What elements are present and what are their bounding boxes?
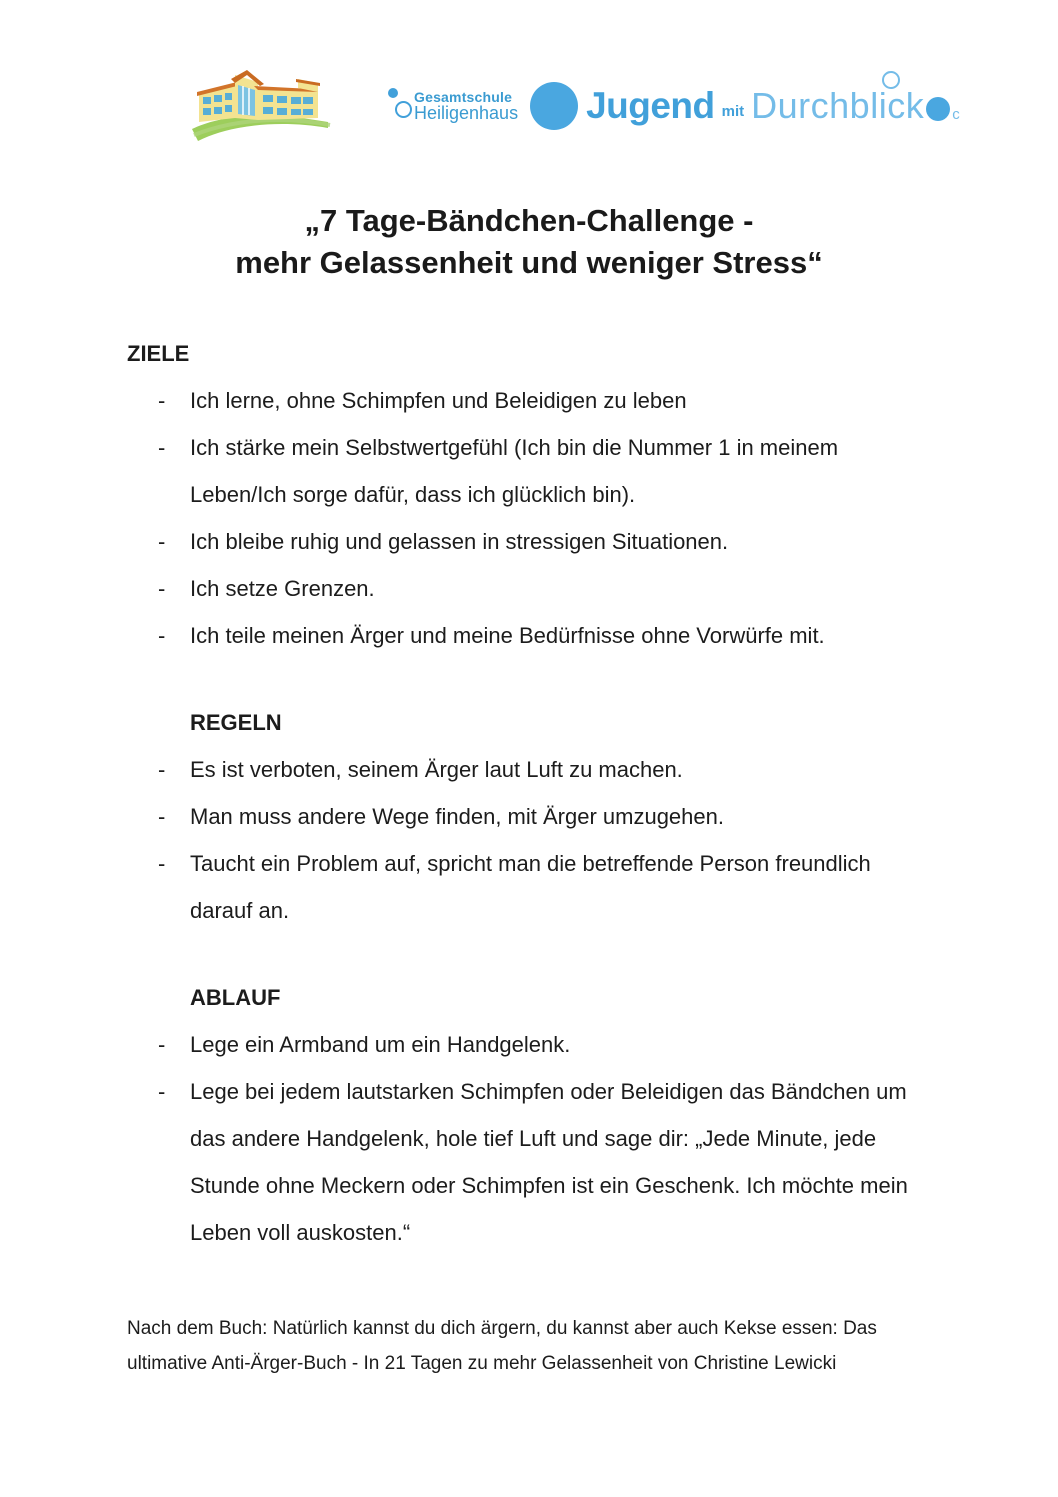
- list-item: [127, 612, 930, 659]
- bullet-dash: -: [158, 623, 166, 648]
- list-item: [127, 565, 930, 612]
- school-name: [414, 90, 518, 123]
- list-item-text: Ich setze Grenzen.: [190, 576, 375, 601]
- bullet-dash: -: [158, 851, 166, 876]
- page-title: [0, 200, 1058, 284]
- list-item-text: Man muss andere Wege finden, mit Ärger umzugehen.: [190, 804, 724, 829]
- page-title-line2: mehr Gelassenheit und weniger Stress“: [235, 245, 823, 280]
- logo-ring-icon: [395, 101, 412, 118]
- list-item: [127, 424, 930, 518]
- bullet-dash: -: [158, 435, 166, 460]
- list-item-text: Taucht ein Problem auf, spricht man die betreffende Person freundlich darauf an.: [190, 851, 871, 923]
- section-heading-ablauf: ABLAUF: [190, 985, 281, 1010]
- bullet-dash: -: [158, 757, 166, 782]
- list-item-text: Es ist verboten, seinem Ärger laut Luft zu machen.: [190, 757, 683, 782]
- list-item-text: Ich teile meinen Ärger und meine Bedürfnisse ohne Vorwürfe mit.: [190, 623, 825, 648]
- section-heading-regeln: REGELN: [190, 710, 282, 735]
- page-header: [0, 0, 1058, 148]
- bullet-dash: -: [158, 1079, 166, 1104]
- bullet-dash: -: [158, 388, 166, 413]
- list-item-text: Ich bleibe ruhig und gelassen in stressigen Situationen.: [190, 529, 729, 554]
- list-item: [127, 377, 930, 424]
- list-item-text: Ich stärke mein Selbstwertgefühl (Ich bin die Nummer 1 in meinem Leben/Ich sorge dafür, dass ich glücklich bin).: [190, 435, 839, 507]
- logo-word-mit: mit: [721, 102, 745, 120]
- list-item-text: Lege ein Armband um ein Handgelenk.: [190, 1032, 571, 1057]
- list-item-text: Lege bei jedem lautstarken Schimpfen oder Beleidigen das Bändchen um das andere Handgelenk, hole tief Luft und sage dir: „Jede Minute, jede Stunde ohne Meckern oder Schimpfen ist ein Geschenk. Ich möchte mein Leben voll auskosten.“: [190, 1079, 908, 1245]
- school-name-line2: Heiligenhaus: [414, 102, 519, 123]
- bullet-dash: -: [158, 529, 166, 554]
- list-item: [127, 1068, 930, 1256]
- document-body: [127, 330, 930, 1256]
- bullet-dash: -: [158, 804, 166, 829]
- list-item: [127, 1021, 930, 1068]
- logo-suffix-c: c: [952, 105, 960, 123]
- bullet-dash: -: [158, 1032, 166, 1057]
- logo-dot-icon: [388, 88, 398, 98]
- list-item: [127, 518, 930, 565]
- list-item: [127, 840, 930, 934]
- list-item-text: Ich lerne, ohne Schimpfen und Beleidigen zu leben: [190, 388, 687, 413]
- bullet-dash: -: [158, 576, 166, 601]
- logo-big-circle-icon: [530, 82, 578, 130]
- school-name-line1: Gesamtschule: [414, 88, 513, 105]
- section-heading-ziele: ZIELE: [127, 341, 190, 366]
- page-title-line1: „7 Tage-Bändchen-Challenge -: [304, 203, 754, 238]
- logo-word-durchblick-wrap: [751, 85, 924, 127]
- logo-end-circle-icon: [926, 97, 950, 121]
- list-item: [127, 793, 930, 840]
- logo-word-jugend: Jugend: [586, 85, 715, 126]
- jugend-mit-durchblick-logo: [388, 76, 960, 136]
- logo-word-durchblick: Durchblick: [751, 85, 925, 126]
- list-item: [127, 746, 930, 793]
- logo-dots: [388, 86, 414, 126]
- source-note: Nach dem Buch: Natürlich kannst du dich ärgern, du kannst aber auch Kekse essen: Das ultimative Anti-Ärger-Buch - In 21 Tagen zu mehr Gelassenheit von Christine Lewicki: [127, 1318, 877, 1374]
- school-building-illustration: [190, 65, 332, 147]
